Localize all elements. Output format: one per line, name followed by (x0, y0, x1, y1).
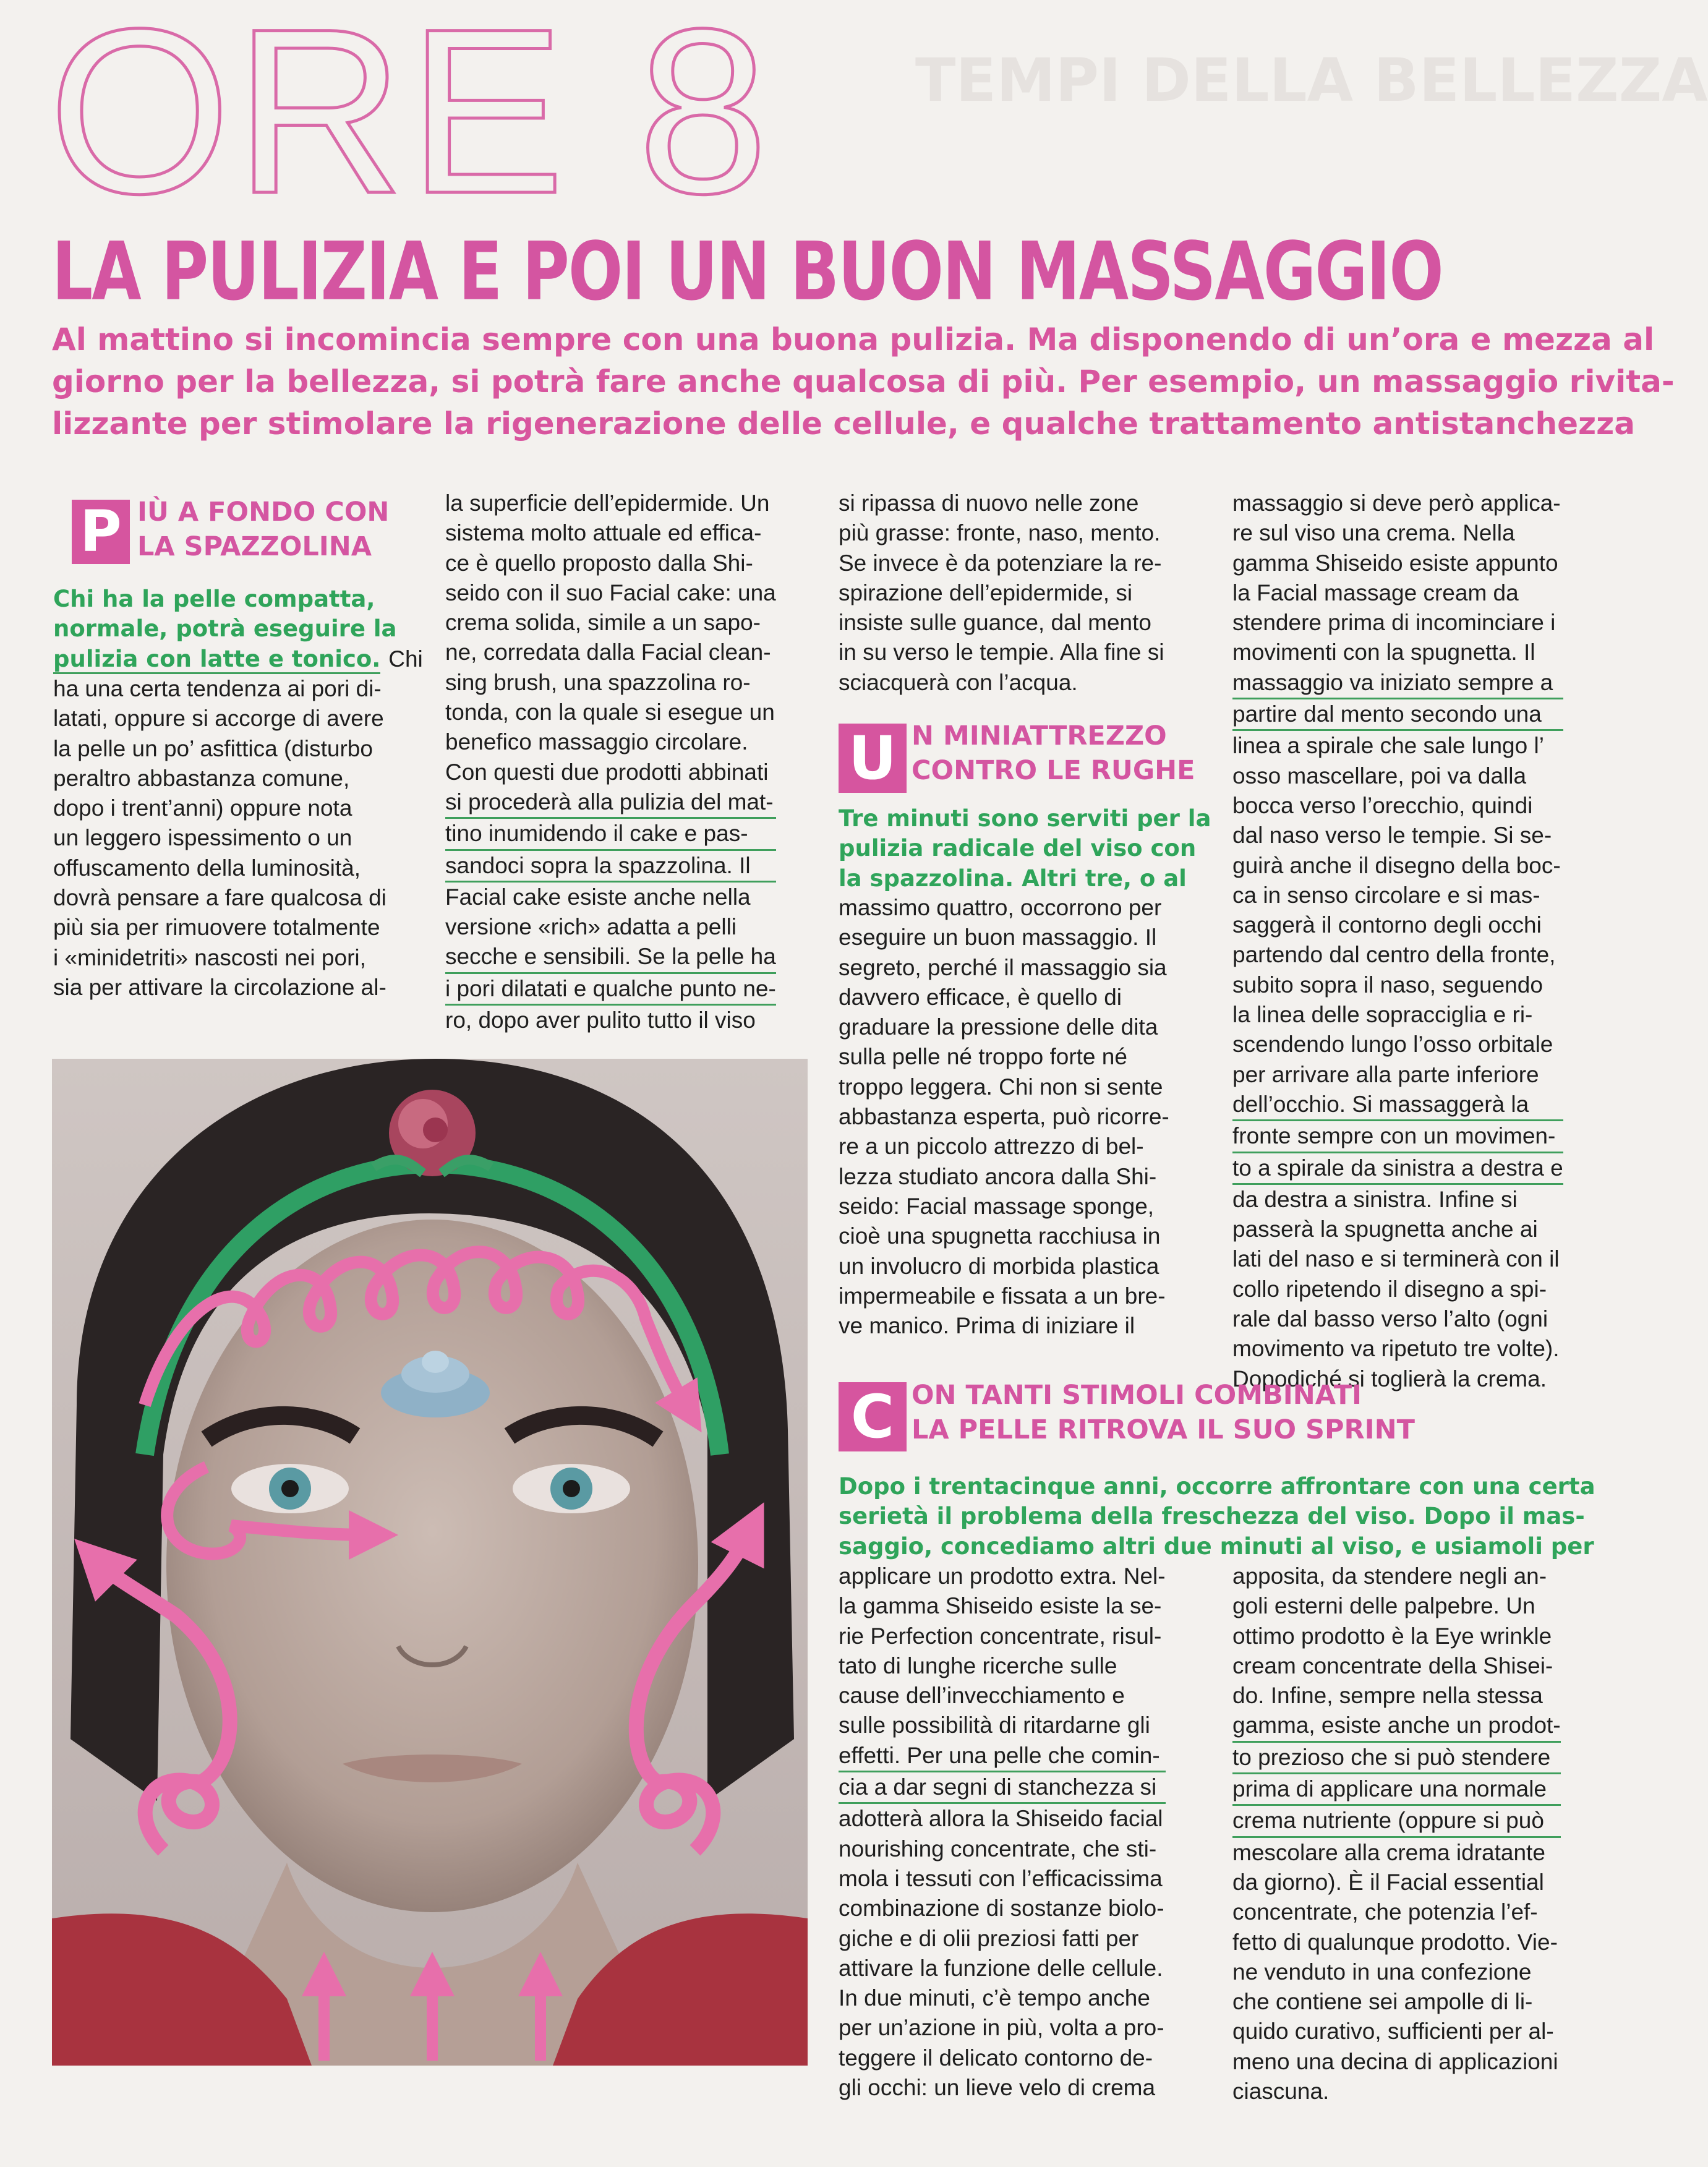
text-line: latati, oppure si accorge di avere (53, 706, 384, 732)
text-line: Facial cake esiste anche nella (445, 884, 751, 910)
text-line: massimo quattro, occorrono per (839, 895, 1162, 920)
column-1-text (53, 674, 386, 1002)
column-2-text (445, 489, 776, 1035)
dropcap-c: C (839, 1382, 907, 1451)
text-line: combinazione di sostanze biolo- (839, 1896, 1164, 1921)
ghost-running-head: TEMPI DELLA BELLEZZA (915, 46, 1708, 115)
text-line: insiste sulle guance, dal mento (839, 610, 1151, 636)
text-line: effetti. Per una pelle che comin- (839, 1741, 1166, 1772)
intro-line (53, 644, 423, 674)
text-line: nourishing concentrate, che sti- (839, 1836, 1157, 1861)
text-line: lezza studiato ancora dalla Shi- (839, 1163, 1157, 1189)
eye-right (513, 1464, 630, 1513)
column-3-bottom-text (839, 1562, 1166, 2103)
text-line: benefico massaggio circolare. (445, 729, 748, 755)
text-line: spirazione dell’epidermide, si (839, 579, 1133, 605)
dropcap-u: U (839, 724, 907, 793)
column-3-text (839, 489, 1164, 698)
text-line: da destra a sinistra. Infine si (1232, 1186, 1518, 1212)
text-line: gli occhi: un lieve velo di crema (839, 2075, 1156, 2101)
text-line: da giorno). È il Facial essential (1232, 1869, 1544, 1895)
text-line: sulle possibilità di ritardarne gli (839, 1712, 1150, 1738)
intro-line: serietà il problema della freschezza del viso. Dopo il mas- (839, 1503, 1585, 1530)
text-line: dell’occhio. Si massaggerà la (1232, 1090, 1563, 1121)
text-line: massaggio va iniziato sempre a (1232, 668, 1563, 699)
text-line: la linea delle sopracciglia e ri- (1232, 1002, 1533, 1028)
text-line: stendere prima di incominciare i (1232, 610, 1556, 636)
text-line: Se invece è da potenziare la re- (839, 550, 1162, 576)
section-title-line: N MINIATTREZZO (912, 720, 1167, 751)
lead-line: lizzante per stimolare la rigenerazione delle cellule, e qualche trattamento antistanchezza (52, 406, 1635, 442)
text-line: mescolare alla crema idratante (1232, 1839, 1545, 1865)
text-line: tonda, con la quale si esegue un (445, 699, 775, 725)
text-line: Dopodiché si toglierà la crema. (1232, 1366, 1547, 1391)
text-line: applicare un prodotto extra. Nel- (839, 1563, 1166, 1589)
intro-tail: Chi (388, 646, 423, 672)
text-line: abbastanza esperta, può ricorre- (839, 1104, 1169, 1130)
text-line: per un’azione in più, volta a pro- (839, 2015, 1164, 2041)
text-line: un leggero ispessimento o un (53, 825, 352, 851)
text-line: lati del naso e si terminerà con il (1232, 1246, 1560, 1272)
section-title-line: ON TANTI STIMOLI COMBINATI (912, 1380, 1362, 1411)
text-line: davvero efficace, è quello di (839, 984, 1122, 1010)
text-line: dal naso verso le tempie. Si se- (1232, 823, 1552, 848)
text-line: giche e di olii preziosi fatti per (839, 1925, 1139, 1951)
lead-line: giorno per la bellezza, si potrà fare anche qualcosa di più. Per esempio, un massaggio rivita- (52, 364, 1675, 400)
text-line: gamma Shiseido esiste appunto (1232, 550, 1558, 576)
text-line: ve manico. Prima di iniziare il (839, 1313, 1135, 1339)
text-line: goli esterni delle palpebre. Un (1232, 1593, 1535, 1619)
text-line: sistema molto attuale ed effica- (445, 520, 762, 546)
column-4-bottom-text (1232, 1562, 1561, 2106)
intro-line: Dopo i trentacinque anni, occorre affrontare con una certa (839, 1473, 1595, 1500)
column-4-text (1232, 489, 1563, 1394)
face-massage-illustration (52, 1059, 808, 2066)
text-line: massaggio si deve però applica- (1232, 490, 1561, 516)
section-title-1 (137, 495, 389, 564)
text-line: seido con il suo Facial cake: una (445, 579, 776, 605)
text-line: dopo i trent’anni) oppure nota (53, 795, 352, 821)
text-line: offuscamento della luminosità, (53, 855, 361, 881)
column-3-middle-text (839, 893, 1169, 1341)
text-line: ha una certa tendenza ai pori di- (53, 676, 382, 701)
text-line: fronte sempre con un movimen- (1232, 1121, 1563, 1153)
text-line: ottimo prodotto è la Eye wrinkle (1232, 1623, 1552, 1649)
text-line: i pori dilatati e qualche punto ne- (445, 974, 776, 1006)
text-line: attivare la funzione delle cellule. (839, 1955, 1163, 1981)
text-line: osso mascellare, poi va dalla (1232, 763, 1527, 789)
text-line: bocca verso l’orecchio, quindi (1232, 792, 1533, 818)
text-line: la Facial massage cream da (1232, 579, 1519, 605)
text-line: to a spirale da sinistra a destra e (1232, 1153, 1563, 1185)
text-line: tino inumidendo il cake e pas- (445, 819, 776, 850)
text-line: re sul viso una crema. Nella (1232, 520, 1515, 546)
section-title-line: LA PELLE RITROVA IL SUO SPRINT (912, 1414, 1415, 1445)
text-line: quido curativo, sufficienti per al- (1232, 2019, 1554, 2045)
section-intro-1 (53, 584, 423, 674)
intro-line: normale, potrà eseguire la (53, 615, 397, 643)
section-intro-2 (839, 804, 1211, 894)
section-title-line: LA SPAZZOLINA (137, 531, 372, 562)
text-line: versione «rich» adatta a pelli (445, 914, 737, 940)
text-line: sia per attivare la circolazione al- (53, 974, 386, 1000)
text-line: In due minuti, c’è tempo anche (839, 1985, 1150, 2011)
text-line: dovrà pensare a fare qualcosa di (53, 885, 386, 911)
section-title-2 (912, 719, 1195, 788)
text-line: la pelle un po’ asfittica (disturbo (53, 735, 373, 761)
text-line: che contiene sei ampolle di li- (1232, 1989, 1533, 2015)
text-line: più sia per rimuovere totalmente (53, 915, 380, 941)
text-line: Con questi due prodotti abbinati (445, 759, 769, 785)
text-line: ce è quello proposto dalla Shi- (445, 550, 753, 576)
text-line: troppo leggera. Chi non si sente (839, 1074, 1163, 1100)
text-line: subito sopra il naso, seguendo (1232, 972, 1543, 998)
text-line: sulla pelle né troppo forte né (839, 1044, 1127, 1070)
intro-underlined: pulizia con latte e tonico. (53, 646, 380, 674)
intro-line: pulizia radicale del viso con (839, 835, 1197, 862)
text-line: in su verso le tempie. Alla fine si (839, 639, 1164, 665)
text-line: adotterà allora la Shiseido facial (839, 1806, 1163, 1832)
text-line: crema nutriente (oppure si può (1232, 1806, 1561, 1837)
section-title-line: CONTRO LE RUGHE (912, 755, 1195, 786)
text-line: ne venduto in una confezione (1232, 1959, 1532, 1985)
text-line: linea a spirale che sale lungo l’ (1232, 733, 1544, 759)
lead-paragraph (52, 318, 1675, 445)
text-line: sandoci sopra la spazzolina. Il (445, 851, 776, 883)
text-line: per arrivare alla parte inferiore (1232, 1061, 1539, 1087)
text-line: tato di lunghe ricerche sulle (839, 1652, 1117, 1678)
text-line: scendendo lungo l’osso orbitale (1232, 1032, 1553, 1058)
text-line: sciacquerà con l’acqua. (839, 669, 1078, 695)
big-title: ORE 8 (48, 0, 772, 242)
text-line: seido: Facial massage sponge, (839, 1193, 1155, 1219)
text-line: partire dal mento secondo una (1232, 699, 1563, 731)
text-line: eseguire un buon massaggio. Il (839, 925, 1157, 951)
text-line: i «minidetriti» nascosti nei pori, (53, 944, 366, 970)
intro-line: saggio, concediamo altri due minuti al viso, e usiamoli per (839, 1532, 1594, 1560)
text-line: sing brush, una spazzolina ro- (445, 669, 751, 695)
text-line: la superficie dell’epidermide. Un (445, 490, 770, 516)
text-line: rale dal basso verso l’alto (ogni (1232, 1306, 1548, 1332)
text-line: re a un piccolo attrezzo di bel- (839, 1134, 1144, 1160)
text-line: la gamma Shiseido esiste la se- (839, 1593, 1162, 1619)
section-intro-3 (839, 1472, 1595, 1562)
text-line: più grasse: fronte, naso, mento. (839, 520, 1161, 546)
text-line: mola i tessuti con l’efficacissima (839, 1865, 1163, 1891)
eye-left (231, 1464, 349, 1513)
text-line: movimenti con la spugnetta. Il (1232, 639, 1535, 665)
text-line: graduare la pressione delle dita (839, 1014, 1158, 1040)
text-line: ca in senso circolare e si mas- (1232, 882, 1540, 908)
section-title-3 (912, 1378, 1415, 1447)
text-line: cause dell’invecchiamento e (839, 1683, 1125, 1709)
text-line: crema solida, simile a un sapo- (445, 610, 761, 636)
text-line: saggerà il contorno degli occhi (1232, 912, 1542, 938)
dropcap-p: P (72, 500, 130, 564)
intro-line: la spazzolina. Altri tre, o al (839, 865, 1187, 892)
text-line: gamma, esiste anche un prodot- (1232, 1711, 1561, 1742)
section-title-line: IÙ A FONDO CON (137, 497, 390, 528)
text-line: prima di applicare una normale (1232, 1774, 1561, 1806)
lead-line: Al mattino si incomincia sempre con una buona pulizia. Ma disponendo di un’ora e mezza al (52, 322, 1655, 357)
text-line: secche e sensibili. Se la pelle ha (445, 942, 776, 973)
text-line: ne, corredata dalla Facial clean- (445, 639, 771, 665)
text-line: rie Perfection concentrate, risul- (839, 1623, 1162, 1649)
text-line: meno una decina di applicazioni (1232, 2048, 1558, 2074)
text-line: to prezioso che si può stendere (1232, 1743, 1561, 1774)
text-line: collo ripetendo il disegno a spi- (1232, 1276, 1547, 1302)
intro-line: Tre minuti sono serviti per la (839, 805, 1211, 832)
headline: LA PULIZIA E POI UN BUON MASSAGGIO (52, 224, 1443, 318)
text-line: partendo dal centro della fronte, (1232, 942, 1556, 968)
text-line: cia a dar segni di stanchezza si (839, 1772, 1166, 1804)
text-line: concentrate, che potenzia l’ef- (1232, 1899, 1538, 1925)
text-line: fetto di qualunque prodotto. Vie- (1232, 1929, 1558, 1955)
text-line: peraltro abbastanza comune, (53, 765, 350, 791)
text-line: si procederà alla pulizia del mat- (445, 787, 776, 819)
text-line: segreto, perché il massaggio sia (839, 954, 1167, 980)
text-line: movimento va ripetuto tre volte). (1232, 1336, 1560, 1362)
text-line: guirà anche il disegno della boc- (1232, 852, 1561, 878)
text-line: cioè una spugnetta racchiusa in (839, 1223, 1161, 1249)
text-line: si ripassa di nuovo nelle zone (839, 490, 1139, 516)
text-line: do. Infine, sempre nella stessa (1232, 1683, 1543, 1709)
text-line: teggere il delicato contorno de- (839, 2045, 1153, 2071)
text-line: cream concentrate della Shisei- (1232, 1652, 1553, 1678)
text-line: apposita, da stendere negli an- (1232, 1563, 1547, 1589)
text-line: impermeabile e fissata a un bre- (839, 1283, 1166, 1309)
text-line: passerà la spugnetta anche ai (1232, 1216, 1538, 1242)
face-illustration-svg (52, 1059, 808, 2066)
intro-line: Chi ha la pelle compatta, (53, 586, 375, 612)
text-line: ciascuna. (1232, 2079, 1330, 2105)
text-line: un involucro di morbida plastica (839, 1253, 1159, 1279)
text-line: ro, dopo aver pulito tutto il viso (445, 1007, 756, 1033)
